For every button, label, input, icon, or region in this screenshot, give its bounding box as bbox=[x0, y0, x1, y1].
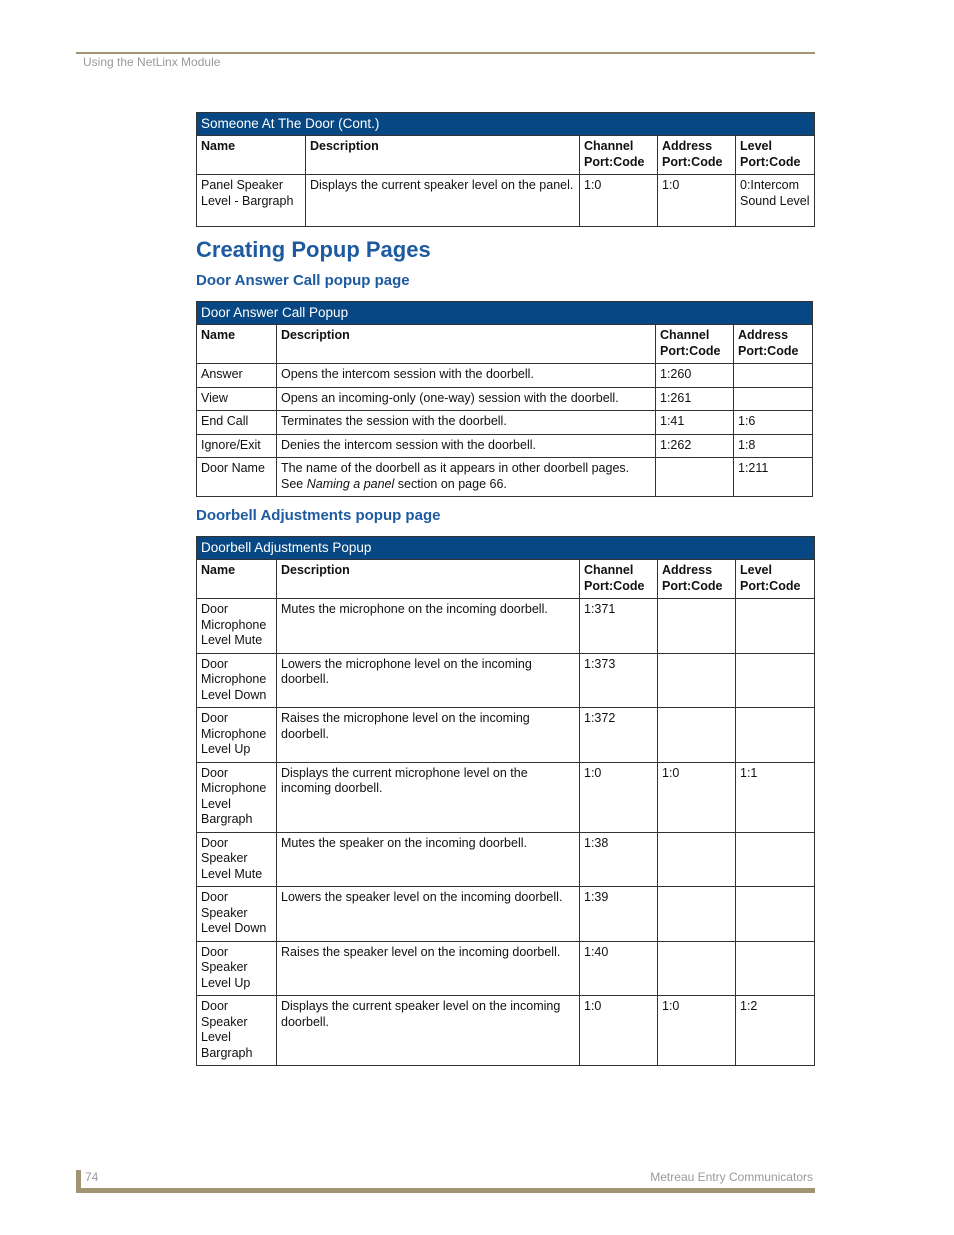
cell-name: Door Name bbox=[197, 458, 277, 497]
cell-level bbox=[736, 832, 815, 887]
section-title: Creating Popup Pages bbox=[196, 237, 431, 262]
table-row bbox=[197, 411, 813, 435]
cell-level: 1:1 bbox=[736, 762, 815, 832]
page-number: 74 bbox=[85, 1170, 99, 1184]
table-row bbox=[197, 175, 815, 227]
cell-channel bbox=[656, 458, 734, 497]
column-header: Channel Port:Code bbox=[580, 136, 658, 175]
column-header: Name bbox=[197, 325, 277, 364]
header-rule bbox=[76, 52, 815, 54]
table-row bbox=[197, 387, 813, 411]
cell-address bbox=[658, 941, 736, 996]
cell-description: Mutes the microphone on the incoming doorbell. bbox=[277, 599, 580, 654]
column-header: Level Port:Code bbox=[736, 560, 815, 599]
column-header: Channel Port:Code bbox=[656, 325, 734, 364]
cell-address: 1:211 bbox=[734, 458, 813, 497]
table-row bbox=[197, 458, 813, 497]
cell-address: 1:8 bbox=[734, 434, 813, 458]
cell-channel: 1:40 bbox=[580, 941, 658, 996]
cell-name: End Call bbox=[197, 411, 277, 435]
cell-description: Terminates the session with the doorbell. bbox=[277, 411, 656, 435]
cell-description: Lowers the microphone level on the incoming doorbell. bbox=[277, 653, 580, 708]
cell-address bbox=[658, 599, 736, 654]
column-header: Address Port:Code bbox=[658, 560, 736, 599]
cell-level bbox=[736, 887, 815, 942]
cell-name: View bbox=[197, 387, 277, 411]
cell-description: Opens an incoming-only (one-way) session with the doorbell. bbox=[277, 387, 656, 411]
cell-address bbox=[658, 653, 736, 708]
description-text: section on page 66. bbox=[394, 476, 507, 491]
cell-description: Displays the current microphone level on the incoming doorbell. bbox=[277, 762, 580, 832]
subsection-title: Door Answer Call popup page bbox=[196, 272, 410, 289]
cell-address bbox=[734, 364, 813, 388]
cell-name: Door Speaker Level Mute bbox=[197, 832, 277, 887]
column-header: Name bbox=[197, 560, 277, 599]
running-footer: Metreau Entry Communicators bbox=[650, 1170, 813, 1184]
cell-name: Door Microphone Level Mute bbox=[197, 599, 277, 654]
table-caption: Door Answer Call Popup bbox=[197, 302, 813, 325]
cell-description: Denies the intercom session with the doorbell. bbox=[277, 434, 656, 458]
cell-channel: 1:38 bbox=[580, 832, 658, 887]
cell-channel: 1:0 bbox=[580, 175, 658, 227]
table-row bbox=[197, 653, 815, 708]
cell-name: Door Microphone Level Up bbox=[197, 708, 277, 763]
cell-level bbox=[736, 653, 815, 708]
cell-address: 1:6 bbox=[734, 411, 813, 435]
cell-address: 1:0 bbox=[658, 175, 736, 227]
cell-name: Door Microphone Level Bargraph bbox=[197, 762, 277, 832]
column-header: Name bbox=[197, 136, 306, 175]
cell-level: 0:Intercom Sound Level bbox=[736, 175, 815, 227]
cell-description bbox=[277, 458, 656, 497]
cell-channel: 1:0 bbox=[580, 762, 658, 832]
table-row bbox=[197, 364, 813, 388]
table-row bbox=[197, 434, 813, 458]
cell-name: Door Speaker Level Bargraph bbox=[197, 996, 277, 1066]
table-row bbox=[197, 941, 815, 996]
cell-description: Displays the current speaker level on the incoming doorbell. bbox=[277, 996, 580, 1066]
cell-channel: 1:373 bbox=[580, 653, 658, 708]
cell-channel: 1:261 bbox=[656, 387, 734, 411]
cell-channel: 1:39 bbox=[580, 887, 658, 942]
footer-rule bbox=[76, 1188, 815, 1193]
cell-description: Raises the speaker level on the incoming doorbell. bbox=[277, 941, 580, 996]
cell-name: Door Speaker Level Down bbox=[197, 887, 277, 942]
column-header: Channel Port:Code bbox=[580, 560, 658, 599]
cell-description: Mutes the speaker on the incoming doorbell. bbox=[277, 832, 580, 887]
table-row bbox=[197, 832, 815, 887]
table-caption: Doorbell Adjustments Popup bbox=[197, 537, 815, 560]
column-header: Address Port:Code bbox=[658, 136, 736, 175]
cell-level bbox=[736, 941, 815, 996]
table-row bbox=[197, 599, 815, 654]
cell-channel: 1:372 bbox=[580, 708, 658, 763]
cell-description: Opens the intercom session with the doorbell. bbox=[277, 364, 656, 388]
someone-at-door-table bbox=[196, 112, 815, 227]
cell-address bbox=[658, 887, 736, 942]
door-answer-call-table bbox=[196, 301, 813, 497]
cell-channel: 1:371 bbox=[580, 599, 658, 654]
cell-level bbox=[736, 599, 815, 654]
table-row bbox=[197, 887, 815, 942]
cell-address: 1:0 bbox=[658, 996, 736, 1066]
cell-description: Displays the current speaker level on the panel. bbox=[306, 175, 580, 227]
cell-channel: 1:0 bbox=[580, 996, 658, 1066]
column-header: Description bbox=[306, 136, 580, 175]
cell-name: Answer bbox=[197, 364, 277, 388]
running-header: Using the NetLinx Module bbox=[83, 55, 221, 69]
cell-level bbox=[736, 708, 815, 763]
cell-address: 1:0 bbox=[658, 762, 736, 832]
table-row bbox=[197, 762, 815, 832]
cell-channel: 1:260 bbox=[656, 364, 734, 388]
cell-description: Lowers the speaker level on the incoming doorbell. bbox=[277, 887, 580, 942]
cell-level: 1:2 bbox=[736, 996, 815, 1066]
column-header: Description bbox=[277, 560, 580, 599]
doorbell-adjustments-table bbox=[196, 536, 815, 1066]
cell-name: Ignore/Exit bbox=[197, 434, 277, 458]
cell-name: Door Microphone Level Down bbox=[197, 653, 277, 708]
cell-name: Door Speaker Level Up bbox=[197, 941, 277, 996]
column-header: Description bbox=[277, 325, 656, 364]
cross-reference: Naming a panel bbox=[306, 476, 395, 491]
column-header: Level Port:Code bbox=[736, 136, 815, 175]
cell-channel: 1:41 bbox=[656, 411, 734, 435]
table-row bbox=[197, 996, 815, 1066]
subsection-title: Doorbell Adjustments popup page bbox=[196, 507, 441, 524]
cell-address bbox=[658, 832, 736, 887]
table-row bbox=[197, 708, 815, 763]
cell-address bbox=[734, 387, 813, 411]
column-header: Address Port:Code bbox=[734, 325, 813, 364]
cell-description: Raises the microphone level on the incoming doorbell. bbox=[277, 708, 580, 763]
cell-address bbox=[658, 708, 736, 763]
description-text: The name of the doorbell as it appears in other doorbell pages. See bbox=[281, 461, 630, 491]
cell-channel: 1:262 bbox=[656, 434, 734, 458]
table-caption: Someone At The Door (Cont.) bbox=[197, 113, 815, 136]
cell-name: Panel Speaker Level - Bargraph bbox=[197, 175, 306, 227]
